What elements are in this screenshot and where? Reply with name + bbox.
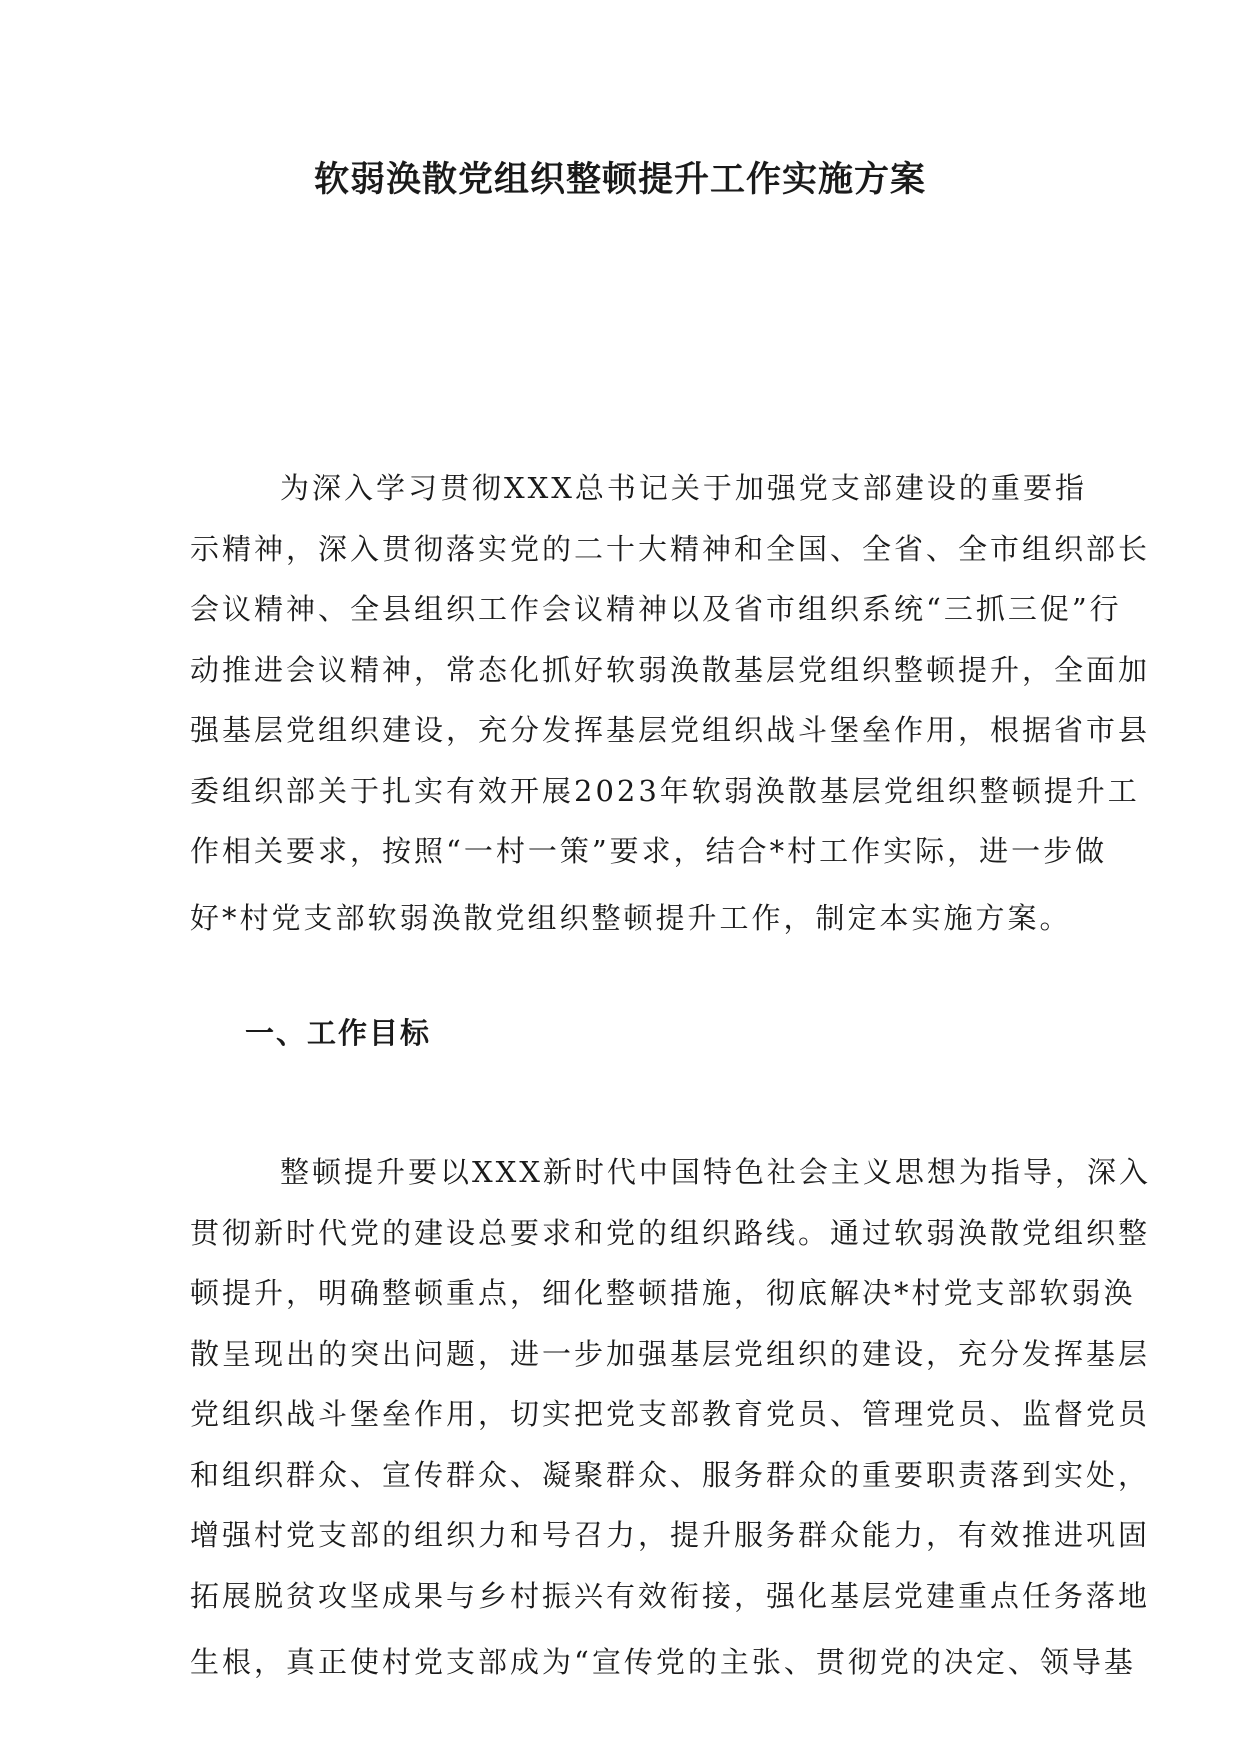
- paragraph-line: 拓展脱贫攻坚成果与乡村振兴有效衔接，强化基层党建重点任务落地: [190, 1578, 1151, 1613]
- paragraph-line: 好*村党支部软弱涣散党组织整顿提升工作，制定本实施方案。: [190, 900, 1072, 935]
- intro-paragraph: [190, 458, 1151, 948]
- paragraph-line: 强基层党组织建设，充分发挥基层党组织战斗堡垒作用，根据省市县: [190, 713, 1151, 747]
- paragraph-line: 增强村党支部的组织力和号召力，提升服务群众能力，有效推进巩固: [190, 1518, 1151, 1552]
- paragraph-line: 委组织部关于扎实有效开展2023年软弱涣散基层党组织整顿提升工: [190, 773, 1140, 808]
- section-heading-work-goals: 一、工作目标: [245, 1016, 432, 1050]
- work-goals-paragraph: [190, 1142, 1151, 1693]
- paragraph-line: 散呈现出的突出问题，进一步加强基层党组织的建设，充分发挥基层: [190, 1336, 1151, 1371]
- paragraph-line: 顿提升，明确整顿重点，细化整顿措施，彻底解决*村党支部软弱涣: [190, 1276, 1136, 1310]
- paragraph-line: 生根，真正使村党支部成为“宣传党的主张、贯彻党的决定、领导基: [190, 1645, 1136, 1679]
- paragraph-line: 为深入学习贯彻XXX总书记关于加强党支部建设的重要指: [280, 471, 1087, 505]
- paragraph-line: 作相关要求，按照“一村一策”要求，结合*村工作实际，进一步做: [190, 834, 1108, 868]
- paragraph-line: 动推进会议精神，常态化抓好软弱涣散基层党组织整顿提升，全面加: [190, 652, 1151, 687]
- paragraph-line: 示精神，深入贯彻落实党的二十大精神和全国、全省、全市组织部长: [190, 531, 1151, 566]
- paragraph-line: 贯彻新时代党的建设总要求和党的组织路线。通过软弱涣散党组织整: [190, 1215, 1151, 1250]
- document-title: 软弱涣散党组织整顿提升工作实施方案: [313, 160, 926, 200]
- paragraph-line: 会议精神、全县组织工作会议精神以及省市组织系统“三抓三促”行: [190, 592, 1122, 626]
- paragraph-line: 和组织群众、宣传群众、凝聚群众、服务群众的重要职责落到实处，: [190, 1457, 1151, 1492]
- paragraph-line: 整顿提升要以XXX新时代中国特色社会主义思想为指导，深入: [280, 1155, 1151, 1189]
- paragraph-line: 党组织战斗堡垒作用，切实把党支部教育党员、管理党员、监督党员: [190, 1397, 1151, 1431]
